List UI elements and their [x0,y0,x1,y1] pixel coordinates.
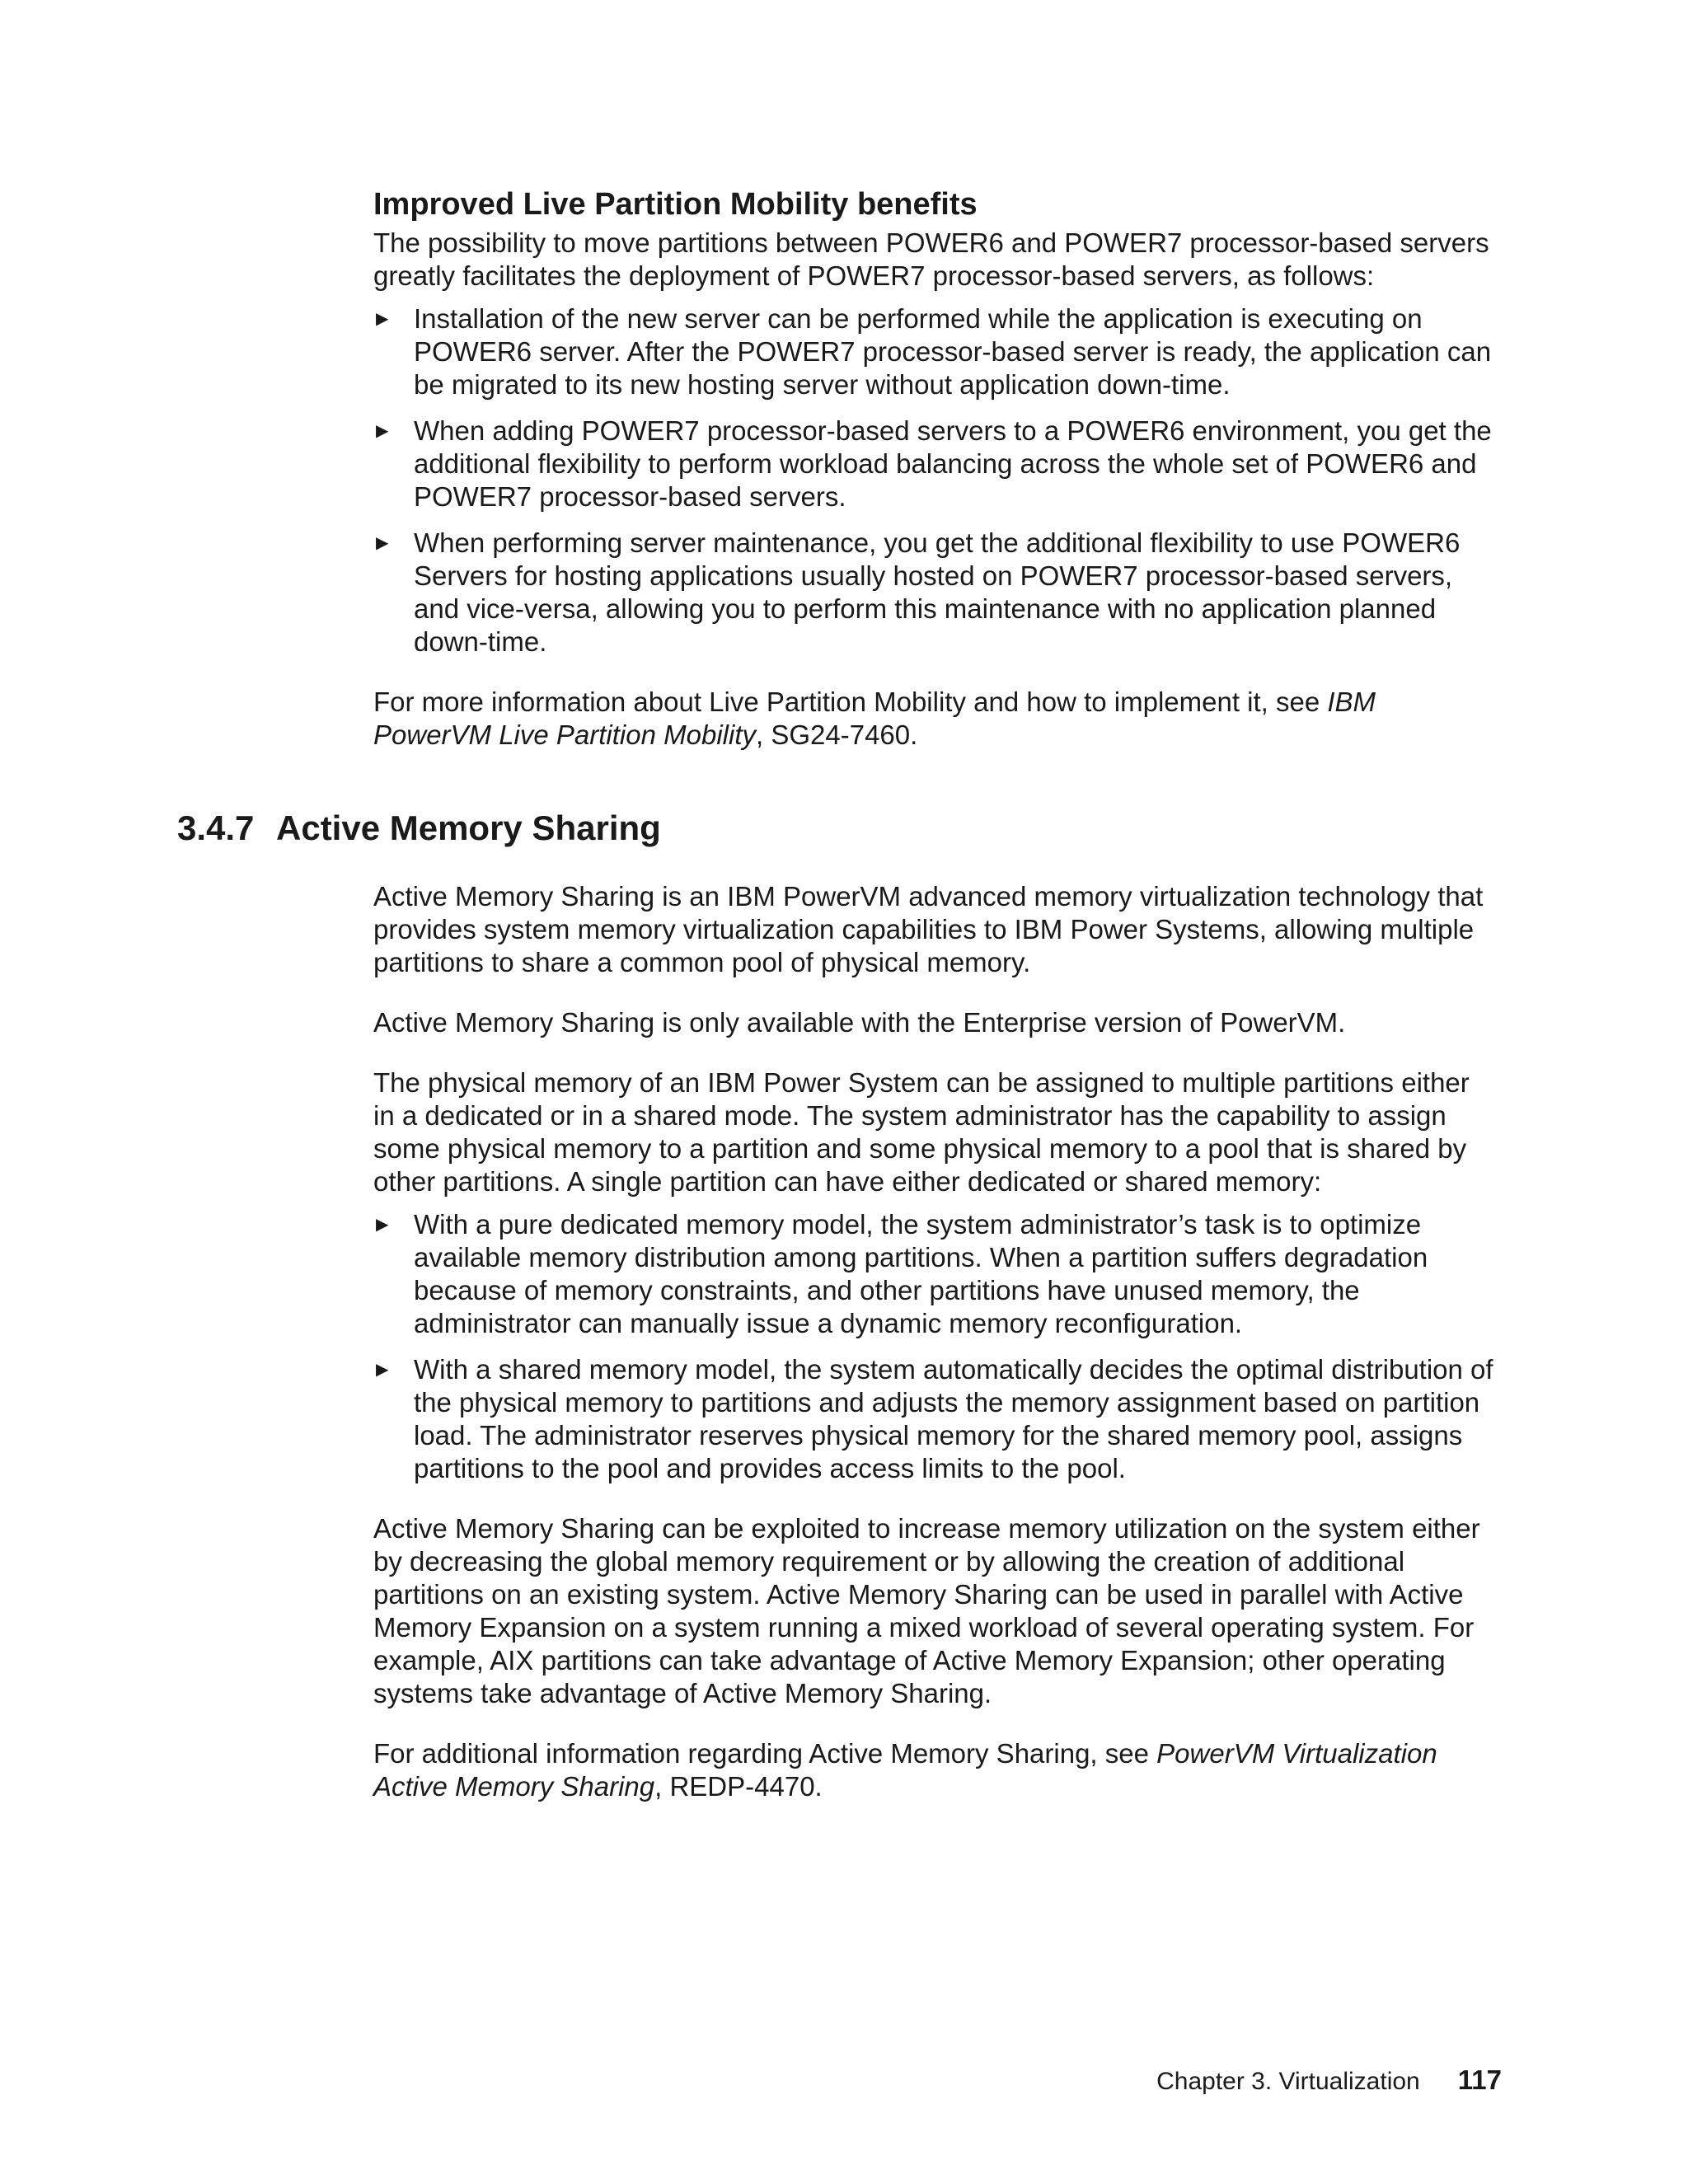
section-active-memory-sharing [373,880,1494,1830]
list-item [373,302,1494,401]
page-number: 117 [1457,2064,1502,2095]
chapter-label: Chapter 3. Virtualization [1156,2068,1420,2095]
intro-paragraph: The possibility to move partitions between POWER6 and POWER7 processor-based servers greatly facilitates the deployment of POWER7 processor-based servers, as follows: [373,227,1489,291]
triangle-right-icon: ▶ [376,1216,389,1234]
section-number: 3.4.7 [177,808,255,847]
list-item-text: With a pure dedicated memory model, the system administrator’s task is to optimize available memory distribution among partitions. When a partition suffers degradation because of memory constraints, and other partitions have unused memory, the administrator can manually issue a dynamic memory reconfiguration. [414,1209,1428,1338]
triangle-right-icon: ▶ [376,534,389,552]
triangle-right-icon: ▶ [376,310,389,328]
paragraph: Active Memory Sharing is an IBM PowerVM advanced memory virtualization technology that provides system memory virtualization capabilities to IBM Power Systems, allowing multiple partitions to share a common pool of physical memory. [373,881,1484,977]
paragraph: The physical memory of an IBM Power System can be assigned to multiple partitions either in a dedicated or in a shared mode. The system administrator has the capability to assign some physical memory to a partition and some physical memory to a pool that is shared by other partitions. A single partition can have either dedicated or shared memory: [373,1067,1470,1197]
reference-prefix: For additional information regarding Active Memory Sharing, see [373,1738,1157,1769]
section-title: Active Memory Sharing [276,808,661,847]
triangle-right-icon: ▶ [376,1361,389,1379]
section-live-partition-mobility [373,185,1494,779]
list-item [373,1208,1494,1340]
list-item [373,415,1494,513]
list-item [373,527,1494,658]
triangle-right-icon: ▶ [376,422,389,440]
benefits-list [373,302,1494,658]
memory-model-list [373,1208,1494,1485]
reference-suffix: , REDP-4470. [654,1771,823,1802]
page-footer [1156,2065,1502,2097]
reference-title: PowerVM Virtualization Active Memory Sharing [373,1738,1437,1802]
list-item [373,1353,1494,1485]
list-item-text: With a shared memory model, the system automatically decides the optimal distribution of the physical memory to partitions and adjusts the memory assignment based on partition load. The administrator reserves physical memory for the shared memory pool, assigns partitions to the pool and provides access limits to the pool. [414,1354,1493,1483]
list-item-text: Installation of the new server can be performed while the application is executing on POWER6 server. After the POWER7 processor-based server is ready, the application can be migrated to its new hosting server without application down-time. [414,303,1492,400]
list-item-text: When adding POWER7 processor-based servers to a POWER6 environment, you get the additional flexibility to perform workload balancing across the whole set of POWER6 and POWER7 processor-based servers. [414,415,1492,512]
reference-paragraph [373,686,1494,752]
reference-prefix: For more information about Live Partition Mobility and how to implement it, see [373,687,1328,717]
paragraph: Active Memory Sharing is only available with the Enterprise version of PowerVM. [373,1007,1346,1038]
list-item-text: When performing server maintenance, you get the additional flexibility to use POWER6 Servers for hosting applications usually hosted on POWER7 processor-based servers, and vice-versa, allowing you to perform this maintenance with no application planned down-time. [414,527,1461,657]
reference-suffix: , SG24-7460. [756,719,918,750]
paragraph: Active Memory Sharing can be exploited to increase memory utilization on the system either by decreasing the global memory requirement or by allowing the creation of additional partitions on an existing system. Active Memory Sharing can be used in parallel with Active Memory Expansion on a system running a mixed workload of several operating system. For example, AIX partitions can take advantage of Active Memory Expansion; other operating systems take advantage of Active Memory Sharing. [373,1513,1480,1708]
subsection-heading: Improved Live Partition Mobility benefits [373,187,978,222]
reference-paragraph [373,1737,1494,1803]
section-heading [177,808,661,849]
reference-title: IBM PowerVM Live Partition Mobility [373,687,1376,750]
